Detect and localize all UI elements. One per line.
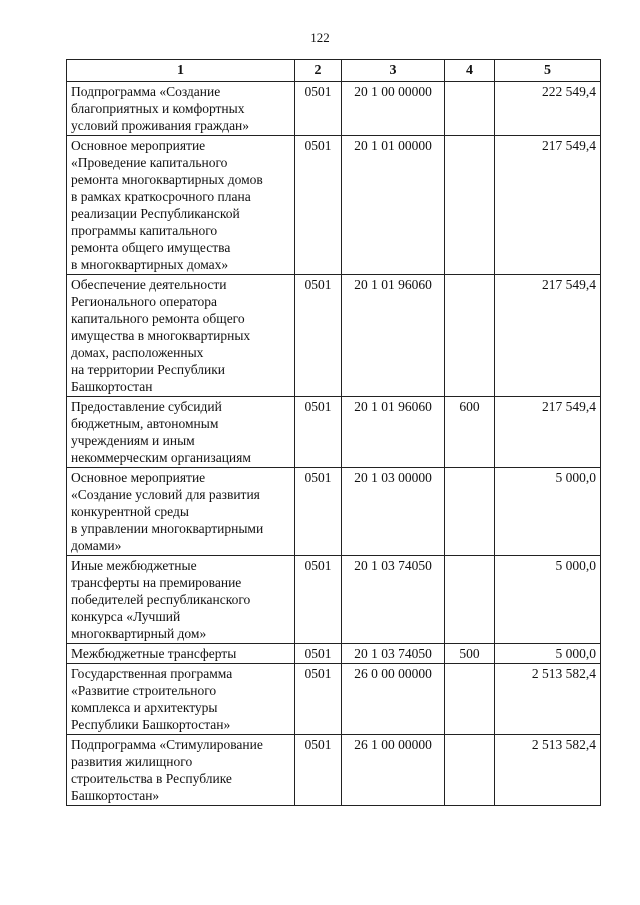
table-row: [67, 735, 601, 806]
row-name: Обеспечение деятельности Регионального оператора капитального ремонта общего имущества в многоквартирных домах, расположенных на территории Республики Башкортостан: [67, 275, 295, 397]
row-type: [445, 556, 495, 644]
column-header-3: 3: [342, 60, 445, 82]
row-section: 0501: [295, 275, 342, 397]
table-row: [67, 397, 601, 468]
row-type: [445, 664, 495, 735]
row-amount: 217 549,4: [495, 275, 601, 397]
row-code: 20 1 00 00000: [342, 82, 445, 136]
row-amount: 222 549,4: [495, 82, 601, 136]
row-name: Государственная программа «Развитие строительного комплекса и архитектуры Республики Башкортостан»: [67, 664, 295, 735]
row-code: 20 1 01 96060: [342, 275, 445, 397]
table-row: [67, 556, 601, 644]
row-section: 0501: [295, 556, 342, 644]
column-header-4: 4: [445, 60, 495, 82]
column-header-2: 2: [295, 60, 342, 82]
row-amount: 5 000,0: [495, 644, 601, 664]
row-code: 20 1 03 74050: [342, 556, 445, 644]
header-row: [67, 60, 601, 82]
row-name: Подпрограмма «Создание благоприятных и комфортных условий проживания граждан»: [67, 82, 295, 136]
table-row: [67, 82, 601, 136]
budget-table: [66, 59, 601, 806]
row-name: Иные межбюджетные трансферты на премирование победителей республиканского конкурса «Лучший многоквартирный дом»: [67, 556, 295, 644]
row-section: 0501: [295, 397, 342, 468]
row-section: 0501: [295, 664, 342, 735]
row-name: Межбюджетные трансферты: [67, 644, 295, 664]
row-name: Основное мероприятие «Создание условий для развития конкурентной среды в управлении многоквартирными домами»: [67, 468, 295, 556]
row-amount: 2 513 582,4: [495, 664, 601, 735]
row-name: Предоставление субсидий бюджетным, автономным учреждениям и иным некоммерческим организациям: [67, 397, 295, 468]
row-code: 20 1 01 00000: [342, 136, 445, 275]
column-header-5: 5: [495, 60, 601, 82]
row-section: 0501: [295, 644, 342, 664]
row-type: [445, 468, 495, 556]
row-code: 20 1 01 96060: [342, 397, 445, 468]
row-section: 0501: [295, 136, 342, 275]
table-row: [67, 136, 601, 275]
table-row: [67, 468, 601, 556]
row-section: 0501: [295, 468, 342, 556]
row-code: 26 1 00 00000: [342, 735, 445, 806]
row-name: Подпрограмма «Стимулирование развития жилищного строительства в Республике Башкортостан»: [67, 735, 295, 806]
row-amount: 217 549,4: [495, 136, 601, 275]
table-row: [67, 275, 601, 397]
row-code: 26 0 00 00000: [342, 664, 445, 735]
row-type: [445, 735, 495, 806]
column-header-1: 1: [67, 60, 295, 82]
row-type: [445, 275, 495, 397]
row-type: [445, 136, 495, 275]
row-name: Основное мероприятие «Проведение капитального ремонта многоквартирных домов в рамках краткосрочного плана реализации Республиканской программы капитального ремонта общего имущества в многоквартирных домах»: [67, 136, 295, 275]
row-type: 600: [445, 397, 495, 468]
table-row: [67, 644, 601, 664]
row-amount: 5 000,0: [495, 556, 601, 644]
table-row: [67, 664, 601, 735]
row-type: 500: [445, 644, 495, 664]
row-type: [445, 82, 495, 136]
row-amount: 5 000,0: [495, 468, 601, 556]
row-section: 0501: [295, 735, 342, 806]
row-code: 20 1 03 00000: [342, 468, 445, 556]
row-amount: 2 513 582,4: [495, 735, 601, 806]
row-section: 0501: [295, 82, 342, 136]
row-code: 20 1 03 74050: [342, 644, 445, 664]
row-amount: 217 549,4: [495, 397, 601, 468]
page-number: 122: [310, 30, 330, 45]
